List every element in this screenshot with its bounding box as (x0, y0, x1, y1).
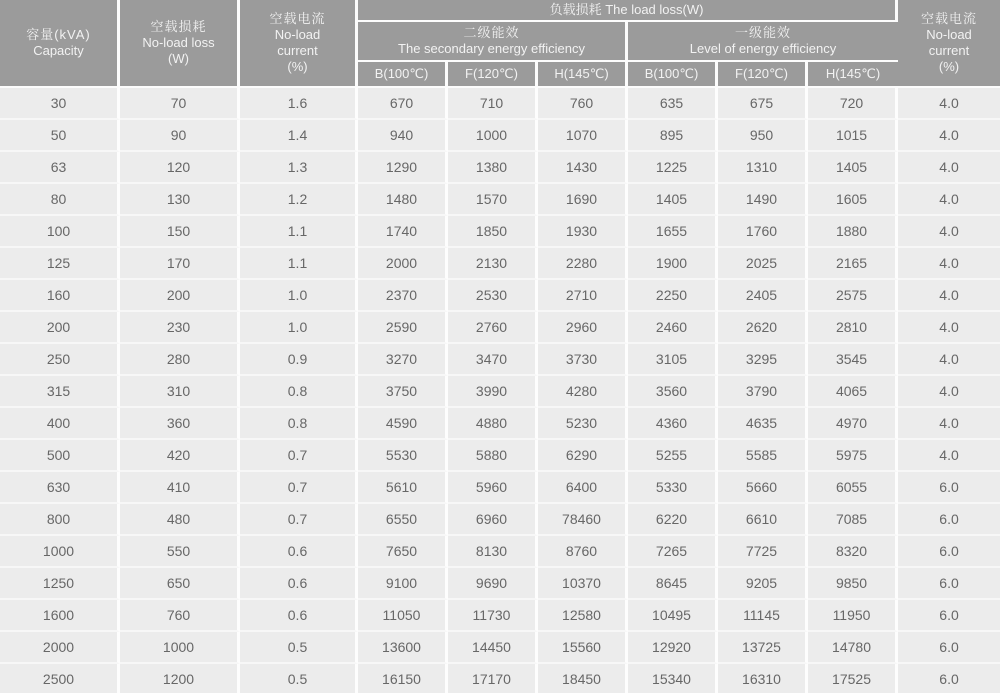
cell: 4.0 (898, 152, 1000, 184)
header-first-level-efficiency-en: Level of energy efficiency (689, 41, 837, 56)
table-row (0, 152, 1000, 184)
cell: 1200 (120, 664, 240, 693)
cell: 6.0 (898, 536, 1000, 568)
cell: 1655 (628, 216, 718, 248)
cell: 800 (0, 504, 120, 536)
table-row (0, 600, 1000, 632)
cell: 1000 (448, 120, 538, 152)
cell: 2500 (0, 664, 120, 693)
header-no-load-loss-en: No-load loss (142, 34, 215, 50)
cell: 8760 (538, 536, 628, 568)
cell: 635 (628, 88, 718, 120)
cell: 1.0 (240, 312, 358, 344)
cell: 2960 (538, 312, 628, 344)
cell: 1000 (120, 632, 240, 664)
cell: 0.8 (240, 376, 358, 408)
cell: 2530 (448, 280, 538, 312)
cell: 5330 (628, 472, 718, 504)
cell: 4280 (538, 376, 628, 408)
cell: 17170 (448, 664, 538, 693)
cell: 7650 (358, 536, 448, 568)
cell: 0.7 (240, 504, 358, 536)
header-no-load-current-left-en1: No-load (274, 26, 321, 42)
cell: 2590 (358, 312, 448, 344)
header-no-load-current-right-zh: 空载电流 (921, 10, 978, 26)
header-no-load-loss (120, 0, 240, 88)
header-temp-f120-first: F(120℃) (718, 62, 808, 88)
table-row (0, 184, 1000, 216)
cell: 2130 (448, 248, 538, 280)
header-no-load-loss-zh: 空载损耗 (150, 18, 207, 34)
header-no-load-current-left (240, 0, 358, 88)
cell: 630 (0, 472, 120, 504)
cell: 30 (0, 88, 120, 120)
cell: 1430 (538, 152, 628, 184)
cell: 1225 (628, 152, 718, 184)
header-no-load-current-left-zh: 空载电流 (269, 10, 326, 26)
table-row (0, 120, 1000, 152)
cell: 150 (120, 216, 240, 248)
cell: 11145 (718, 600, 808, 632)
table-row (0, 568, 1000, 600)
cell: 4.0 (898, 312, 1000, 344)
cell: 1740 (358, 216, 448, 248)
cell: 4880 (448, 408, 538, 440)
header-no-load-loss-unit: (W) (168, 51, 189, 67)
header-first-level-efficiency (628, 22, 898, 62)
cell: 1310 (718, 152, 808, 184)
cell: 160 (0, 280, 120, 312)
header-temp-f120-secondary: F(120℃) (448, 62, 538, 88)
header-first-level-efficiency-zh: 一级能效 (735, 24, 792, 40)
header-no-load-current-right (898, 0, 1000, 88)
table-row (0, 632, 1000, 664)
cell: 1015 (808, 120, 898, 152)
cell: 2370 (358, 280, 448, 312)
cell: 3470 (448, 344, 538, 376)
cell: 1.4 (240, 120, 358, 152)
cell: 2165 (808, 248, 898, 280)
cell: 15560 (538, 632, 628, 664)
cell: 5230 (538, 408, 628, 440)
header-no-load-current-right-en2: current (928, 43, 970, 58)
cell: 1930 (538, 216, 628, 248)
cell: 2000 (0, 632, 120, 664)
cell: 5530 (358, 440, 448, 472)
cell: 4.0 (898, 216, 1000, 248)
cell: 1.1 (240, 216, 358, 248)
cell: 3270 (358, 344, 448, 376)
cell: 3295 (718, 344, 808, 376)
cell: 4590 (358, 408, 448, 440)
cell: 2250 (628, 280, 718, 312)
header-capacity-zh: 容量(kVA) (26, 26, 91, 42)
cell: 720 (808, 88, 898, 120)
cell: 90 (120, 120, 240, 152)
cell: 5255 (628, 440, 718, 472)
cell: 0.9 (240, 344, 358, 376)
header-no-load-current-right-en1: No-load (926, 26, 972, 42)
header-temp-b100-secondary: B(100℃) (358, 62, 448, 88)
cell: 4065 (808, 376, 898, 408)
cell: 8320 (808, 536, 898, 568)
cell: 18450 (538, 664, 628, 693)
cell: 1.0 (240, 280, 358, 312)
cell: 760 (538, 88, 628, 120)
cell: 3560 (628, 376, 718, 408)
cell: 315 (0, 376, 120, 408)
cell: 130 (120, 184, 240, 216)
table-row (0, 88, 1000, 120)
table-row (0, 312, 1000, 344)
cell: 14450 (448, 632, 538, 664)
cell: 480 (120, 504, 240, 536)
cell: 13600 (358, 632, 448, 664)
cell: 420 (120, 440, 240, 472)
cell: 360 (120, 408, 240, 440)
cell: 100 (0, 216, 120, 248)
cell: 5880 (448, 440, 538, 472)
header-secondary-efficiency-en: The secondary energy efficiency (398, 41, 585, 56)
cell: 4.0 (898, 88, 1000, 120)
cell: 200 (0, 312, 120, 344)
table-row (0, 408, 1000, 440)
cell: 0.6 (240, 600, 358, 632)
cell: 13725 (718, 632, 808, 664)
table-row (0, 440, 1000, 472)
cell: 9100 (358, 568, 448, 600)
cell: 0.5 (240, 632, 358, 664)
cell: 550 (120, 536, 240, 568)
cell: 1.3 (240, 152, 358, 184)
cell: 1070 (538, 120, 628, 152)
cell: 6.0 (898, 600, 1000, 632)
cell: 6.0 (898, 664, 1000, 693)
cell: 675 (718, 88, 808, 120)
cell: 1380 (448, 152, 538, 184)
cell: 12920 (628, 632, 718, 664)
cell: 6550 (358, 504, 448, 536)
cell: 1.1 (240, 248, 358, 280)
cell: 6610 (718, 504, 808, 536)
cell: 6400 (538, 472, 628, 504)
cell: 410 (120, 472, 240, 504)
cell: 310 (120, 376, 240, 408)
cell: 3790 (718, 376, 808, 408)
cell: 4.0 (898, 184, 1000, 216)
cell: 8130 (448, 536, 538, 568)
header-secondary-efficiency (358, 22, 628, 62)
cell: 7085 (808, 504, 898, 536)
cell: 1850 (448, 216, 538, 248)
cell: 1250 (0, 568, 120, 600)
header-temp-b100-first: B(100℃) (628, 62, 718, 88)
cell: 1000 (0, 536, 120, 568)
cell: 12580 (538, 600, 628, 632)
cell: 2710 (538, 280, 628, 312)
header-no-load-current-left-unit: (%) (287, 59, 308, 75)
cell: 0.6 (240, 536, 358, 568)
cell: 6.0 (898, 472, 1000, 504)
cell: 1490 (718, 184, 808, 216)
cell: 950 (718, 120, 808, 152)
cell: 1900 (628, 248, 718, 280)
cell: 9850 (808, 568, 898, 600)
cell: 280 (120, 344, 240, 376)
cell: 15340 (628, 664, 718, 693)
cell: 500 (0, 440, 120, 472)
cell: 200 (120, 280, 240, 312)
cell: 16150 (358, 664, 448, 693)
table-row (0, 536, 1000, 568)
cell: 4.0 (898, 376, 1000, 408)
cell: 9690 (448, 568, 538, 600)
table-row (0, 376, 1000, 408)
cell: 4.0 (898, 440, 1000, 472)
cell: 1.6 (240, 88, 358, 120)
cell: 4.0 (898, 120, 1000, 152)
table-row (0, 664, 1000, 693)
cell: 250 (0, 344, 120, 376)
cell: 10495 (628, 600, 718, 632)
cell: 0.6 (240, 568, 358, 600)
cell: 78460 (538, 504, 628, 536)
cell: 4.0 (898, 408, 1000, 440)
table-row (0, 280, 1000, 312)
cell: 5660 (718, 472, 808, 504)
header-temp-h145-first: H(145℃) (808, 62, 898, 88)
cell: 0.5 (240, 664, 358, 693)
header-capacity-en: Capacity (33, 43, 84, 58)
cell: 5610 (358, 472, 448, 504)
cell: 0.7 (240, 440, 358, 472)
cell: 400 (0, 408, 120, 440)
table-row (0, 248, 1000, 280)
cell: 2620 (718, 312, 808, 344)
cell: 2405 (718, 280, 808, 312)
cell: 4970 (808, 408, 898, 440)
table-row (0, 344, 1000, 376)
cell: 3990 (448, 376, 538, 408)
cell: 1605 (808, 184, 898, 216)
cell: 940 (358, 120, 448, 152)
cell: 2460 (628, 312, 718, 344)
cell: 670 (358, 88, 448, 120)
cell: 650 (120, 568, 240, 600)
cell: 63 (0, 152, 120, 184)
cell: 2760 (448, 312, 538, 344)
cell: 70 (120, 88, 240, 120)
cell: 6.0 (898, 632, 1000, 664)
cell: 3750 (358, 376, 448, 408)
table-row (0, 216, 1000, 248)
table-row (0, 504, 1000, 536)
cell: 5585 (718, 440, 808, 472)
cell: 1.2 (240, 184, 358, 216)
cell: 1690 (538, 184, 628, 216)
cell: 895 (628, 120, 718, 152)
cell: 1600 (0, 600, 120, 632)
cell: 6960 (448, 504, 538, 536)
cell: 6.0 (898, 568, 1000, 600)
cell: 230 (120, 312, 240, 344)
table-row (0, 472, 1000, 504)
cell: 6.0 (898, 504, 1000, 536)
cell: 0.8 (240, 408, 358, 440)
cell: 1405 (628, 184, 718, 216)
cell: 4635 (718, 408, 808, 440)
cell: 6055 (808, 472, 898, 504)
cell: 760 (120, 600, 240, 632)
cell: 9205 (718, 568, 808, 600)
header-load-loss-group: 负载损耗 The load loss(W) (358, 0, 898, 22)
cell: 3545 (808, 344, 898, 376)
cell: 2810 (808, 312, 898, 344)
cell: 80 (0, 184, 120, 216)
cell: 0.7 (240, 472, 358, 504)
header-temp-h145-secondary: H(145℃) (538, 62, 628, 88)
cell: 11950 (808, 600, 898, 632)
cell: 8645 (628, 568, 718, 600)
cell: 6290 (538, 440, 628, 472)
cell: 7265 (628, 536, 718, 568)
cell: 2280 (538, 248, 628, 280)
cell: 1290 (358, 152, 448, 184)
cell: 4.0 (898, 280, 1000, 312)
cell: 1405 (808, 152, 898, 184)
cell: 11730 (448, 600, 538, 632)
cell: 7725 (718, 536, 808, 568)
cell: 120 (120, 152, 240, 184)
cell: 10370 (538, 568, 628, 600)
table-header (0, 0, 1000, 88)
cell: 11050 (358, 600, 448, 632)
cell: 4.0 (898, 344, 1000, 376)
header-capacity (0, 0, 120, 88)
header-secondary-efficiency-zh: 二级能效 (463, 24, 520, 40)
cell: 125 (0, 248, 120, 280)
header-no-load-current-right-unit: (%) (938, 59, 960, 75)
cell: 2000 (358, 248, 448, 280)
cell: 2025 (718, 248, 808, 280)
cell: 50 (0, 120, 120, 152)
cell: 4360 (628, 408, 718, 440)
cell: 5960 (448, 472, 538, 504)
cell: 1570 (448, 184, 538, 216)
cell: 1880 (808, 216, 898, 248)
cell: 1760 (718, 216, 808, 248)
header-no-load-current-left-en2: current (277, 43, 318, 58)
cell: 17525 (808, 664, 898, 693)
cell: 3730 (538, 344, 628, 376)
cell: 170 (120, 248, 240, 280)
table-body (0, 88, 1000, 693)
cell: 2575 (808, 280, 898, 312)
cell: 3105 (628, 344, 718, 376)
cell: 5975 (808, 440, 898, 472)
cell: 710 (448, 88, 538, 120)
cell: 16310 (718, 664, 808, 693)
cell: 14780 (808, 632, 898, 664)
cell: 6220 (628, 504, 718, 536)
cell: 1480 (358, 184, 448, 216)
cell: 4.0 (898, 248, 1000, 280)
